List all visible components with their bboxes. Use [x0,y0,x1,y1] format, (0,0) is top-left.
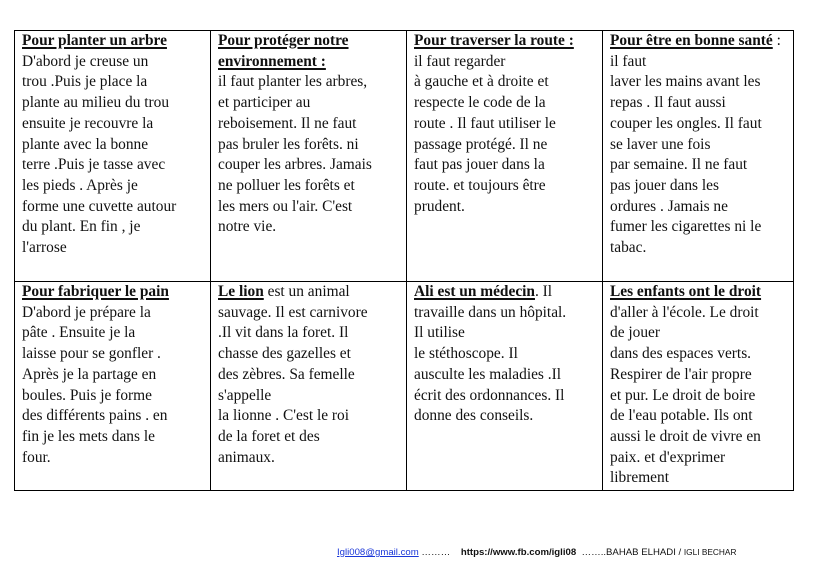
cell-bonne-sante [603,31,794,282]
cell-title-suffix: est un animal [263,283,350,300]
cell-body: d'aller à l'école. Le droit de jouer dans des espaces verts. Respirer de l'air propre et pur. Le droit de boire de l'eau potable. Ils ont aussi le droit de vivre en paix. et d'exprimer librement [610,303,761,487]
cell-body: il faut planter les arbres, et participer au reboisement. Il ne faut pas bruler les forêts. ni couper les arbres. Jamais ne polluer les forêts et les mers ou l'air. C'est notre vie. [218,73,372,236]
cell-proteger-environnement [211,31,407,282]
cell-title-suffix: . Il [534,283,553,300]
author-name: BAHAB ELHADI / [606,547,684,558]
facebook-url: https://www.fb.com/igli08 [452,547,579,558]
cell-title: Pour être en bonne santé [610,32,773,49]
cell-medecin [407,282,603,491]
cell-title: Pour protéger notre environnement : [218,32,349,70]
author-place: IGLI BECHAR [683,547,737,557]
cell-title: Pour traverser la route : [414,32,574,49]
table-row [15,282,794,491]
text-table [14,30,794,491]
table-row [15,31,794,282]
cell-body: sauvage. Il est carnivore .Il vit dans la foret. Il chasse des gazelles et des zèbres. Sa femelle s'appelle la lionne . C'est le roi de la foret et des animaux. [218,303,368,466]
cell-title-suffix: : [772,32,781,49]
cell-traverser-route [407,31,603,282]
email-link[interactable]: Igli008@gmail.com [337,547,419,558]
cell-title: Ali est un médecin [414,283,535,300]
cell-body: D'abord je prépare la pâte . Ensuite je la laisse pour se gonfler . Après je la partage en boules. Puis je forme des différents pains . en fin je les mets dans le four. [22,303,168,466]
cell-fabriquer-pain [15,282,211,491]
cell-title: Pour planter un arbre [22,32,167,49]
cell-body: il faut laver les mains avant les repas . Il faut aussi couper les ongles. Il faut se laver une fois par semaine. Il ne faut pas jouer dans les ordures . Jamais ne fumer les cigarettes ni le tabac. [610,52,762,257]
cell-body: il faut regarder à gauche et à droite et respecte le code de la route . Il faut utiliser le passage protégé. Il ne faut pas jouer dans la route. et toujours être prudent. [414,52,556,215]
cell-title: Pour fabriquer le pain [22,283,169,300]
cell-title: Les enfants ont le droit [610,283,762,300]
footer-dots: …….. [578,547,607,558]
footer [337,547,736,558]
cell-title: Le lion [218,283,264,300]
cell-droits-enfants [603,282,794,491]
cell-body: travaille dans un hôpital. Il utilise le stéthoscope. Il ausculte les maladies .Il écrit des ordonnances. Il donne des conseils. [414,303,567,425]
cell-planter-arbre [15,31,211,282]
cell-le-lion [211,282,407,491]
footer-dots: ……… [418,547,453,558]
cell-body: D'abord je creuse un trou .Puis je place la plante au milieu du trou ensuite je recouvre la plante avec la bonne terre .Puis je tasse avec les pieds . Après je forme une cuvette autour du plant. En fin , je l'arrose [22,52,177,257]
